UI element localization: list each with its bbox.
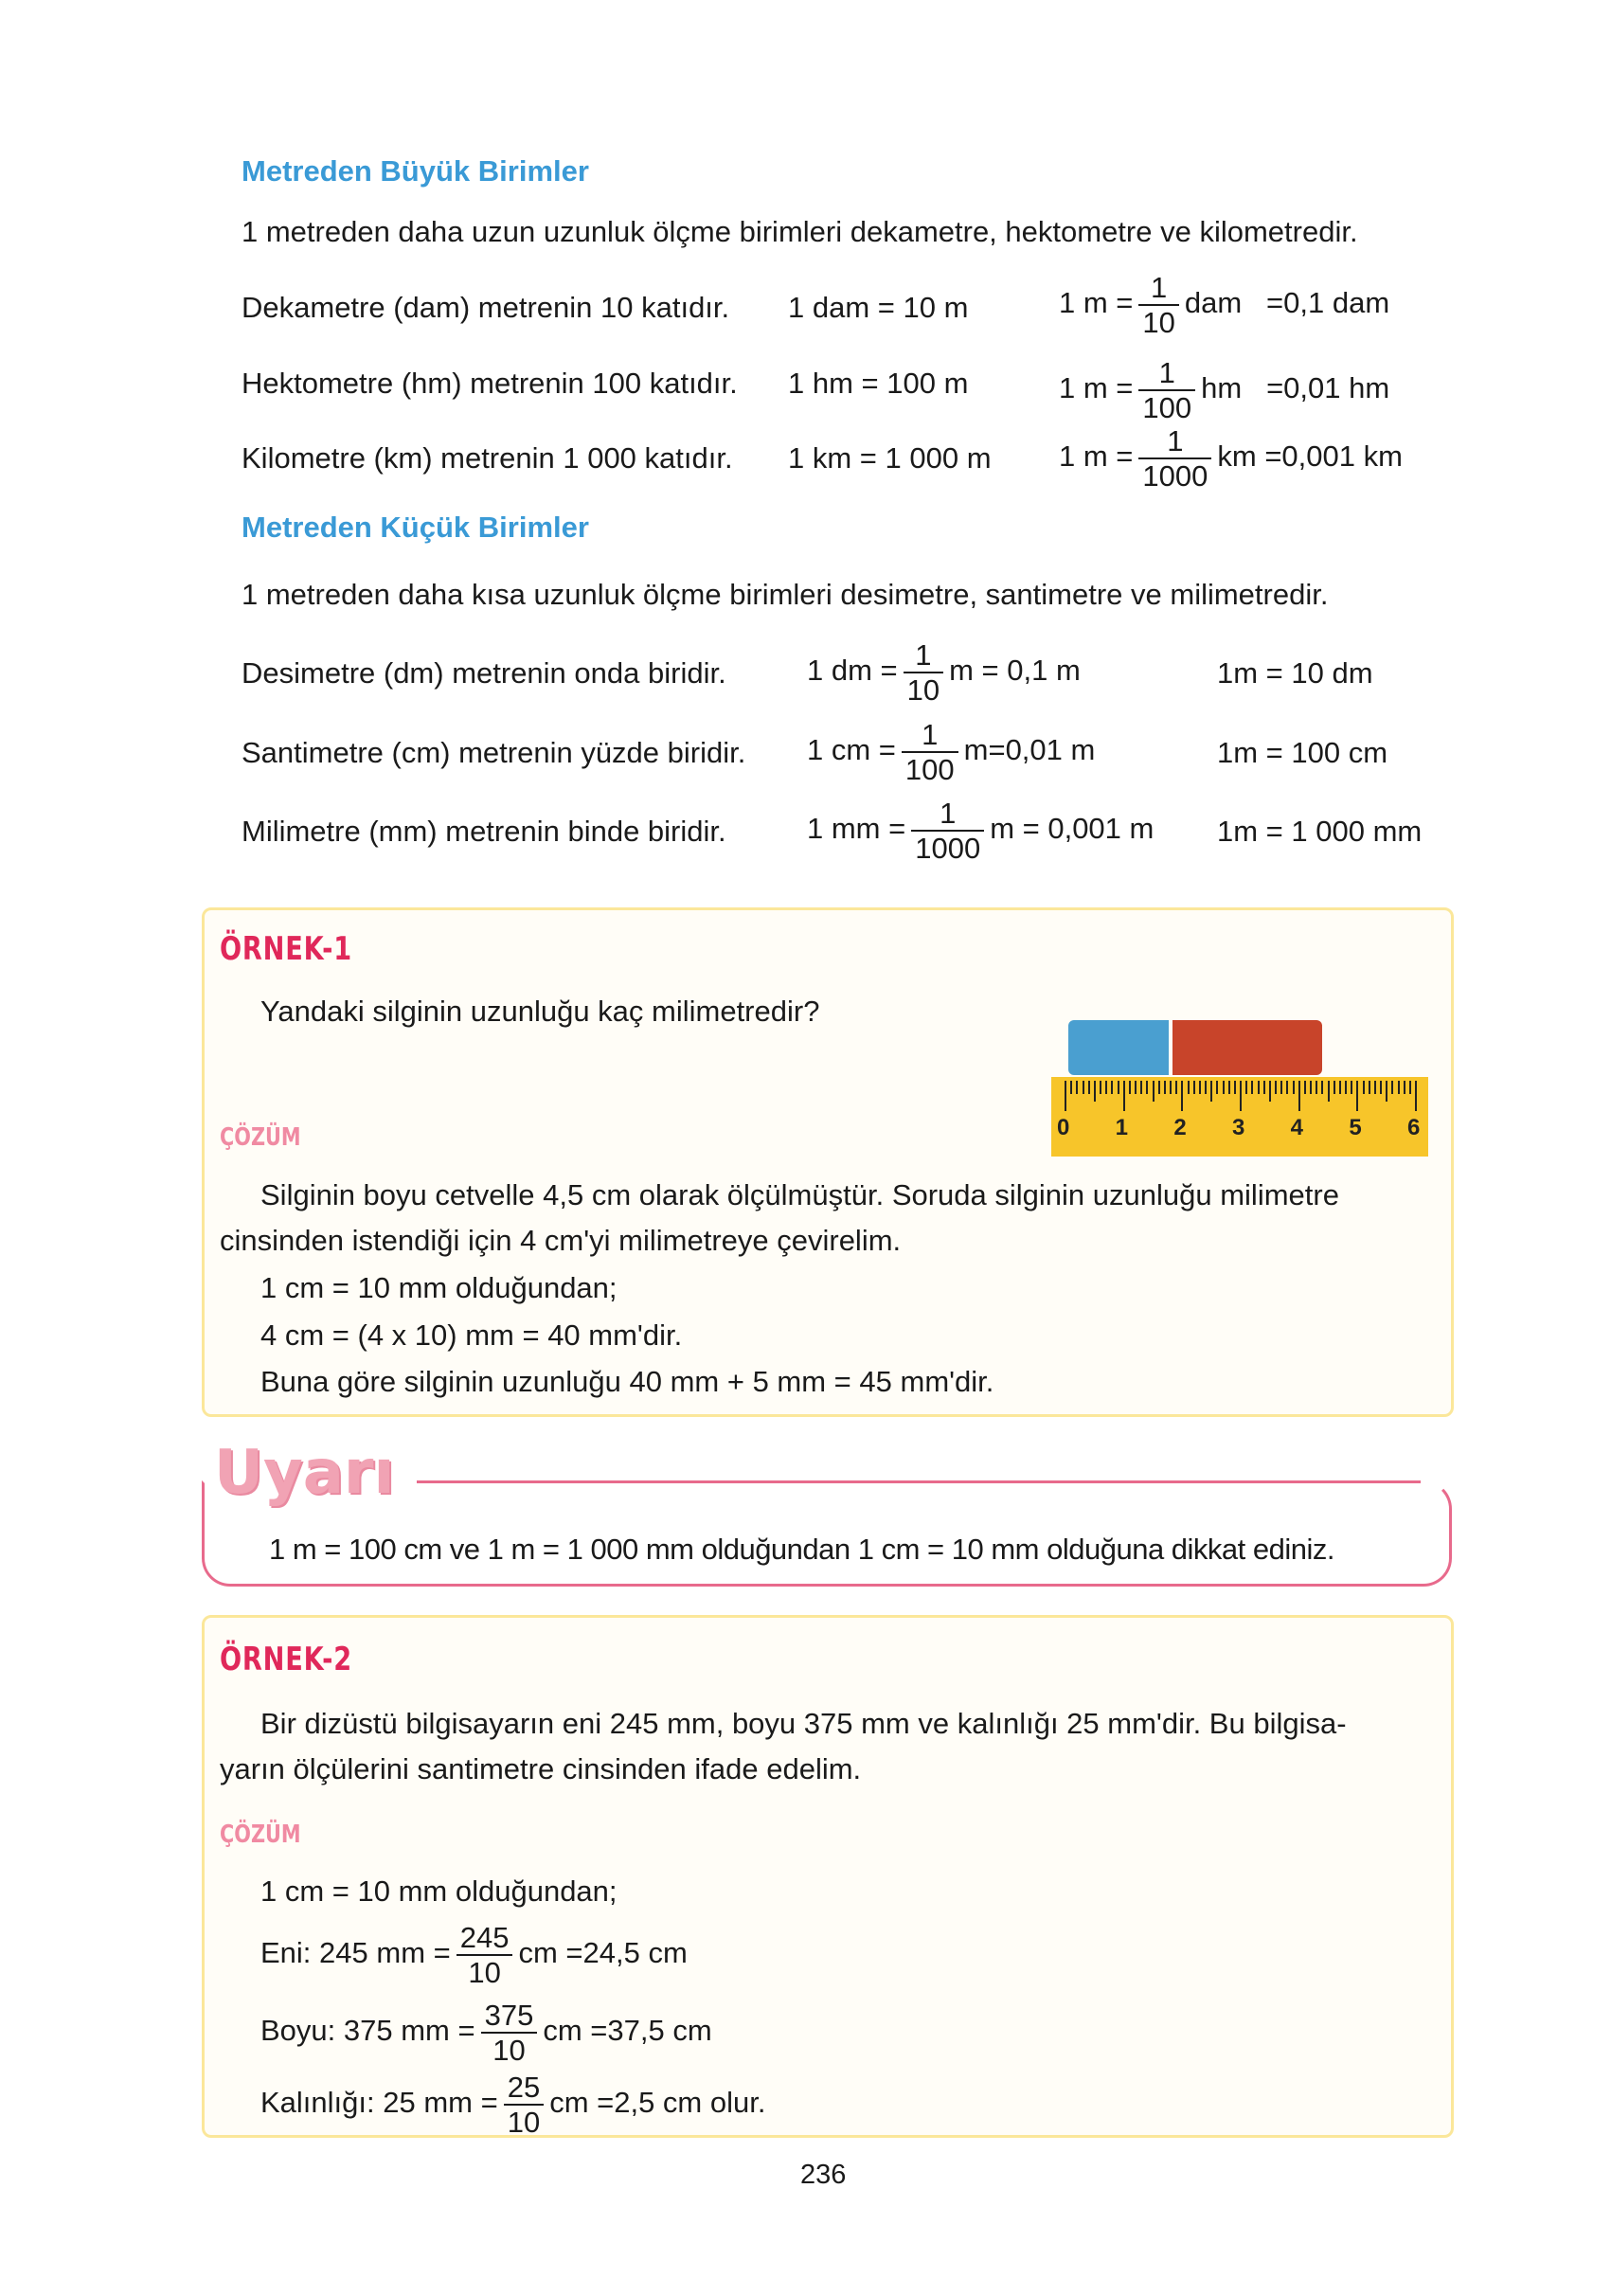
ruler-tick xyxy=(1170,1081,1172,1094)
ruler-tick xyxy=(1234,1081,1236,1094)
ruler-tick xyxy=(1334,1081,1335,1094)
ruler-number: 3 xyxy=(1232,1115,1245,1140)
ruler-tick xyxy=(1181,1081,1183,1111)
eraser-red-part xyxy=(1172,1020,1322,1075)
ruler-tick xyxy=(1321,1081,1323,1094)
warning-text: 1 m = 100 cm ve 1 m = 1 000 mm olduğundan 1 cm = 10 mm olduğuna dikkat ediniz. xyxy=(269,1533,1334,1566)
ruler-tick xyxy=(1380,1081,1382,1094)
hektometre-desc: Hektometre (hm) metrenin 100 katıdır. xyxy=(242,367,738,400)
ruler-number: 0 xyxy=(1057,1115,1070,1140)
santimetre-desc: Santimetre (cm) metrenin yüzde biridir. xyxy=(242,736,746,769)
ruler-tick xyxy=(1310,1081,1312,1094)
example-1-line: 1 cm = 10 mm olduğundan; xyxy=(260,1271,618,1304)
ruler-tick xyxy=(1118,1081,1119,1094)
example-2-width: Eni: 245 mm = $\frac{245}{10}$ cm =24,5 cm xyxy=(260,1921,688,1989)
ruler-number: 2 xyxy=(1173,1115,1187,1140)
kilometre-desc: Kilometre (km) metrenin 1 000 katıdır. xyxy=(242,441,733,475)
ruler-tick xyxy=(1245,1081,1247,1094)
ruler-tick xyxy=(1199,1081,1201,1094)
ruler-tick xyxy=(1228,1081,1230,1094)
desimetre-alt: 1m = 10 dm xyxy=(1217,656,1373,690)
ruler-number: 5 xyxy=(1349,1115,1362,1140)
ruler-tick xyxy=(1094,1081,1096,1102)
ruler-tick xyxy=(1153,1081,1155,1102)
ruler-tick xyxy=(1164,1081,1166,1094)
ruler-tick xyxy=(1251,1081,1253,1094)
ruler-tick xyxy=(1100,1081,1101,1094)
ruler-tick xyxy=(1374,1081,1376,1094)
ruler xyxy=(1051,1077,1428,1157)
ruler-tick xyxy=(1258,1081,1260,1094)
ruler-tick xyxy=(1129,1081,1131,1094)
ruler-tick xyxy=(1175,1081,1177,1094)
ruler-tick xyxy=(1146,1081,1148,1094)
example-1-label: ÖRNEK-1 xyxy=(220,930,352,968)
ruler-tick xyxy=(1275,1081,1277,1094)
ruler-tick xyxy=(1328,1081,1330,1102)
ruler-tick xyxy=(1210,1081,1212,1102)
ruler-number: 6 xyxy=(1407,1115,1421,1140)
dekametre-desc: Dekametre (dam) metrenin 10 katıdır. xyxy=(242,291,730,324)
example-1-solution-label: ÇÖZÜM xyxy=(220,1123,301,1152)
santimetre-conv: 1 cm = $\frac{1}{100}$ m=0,01 m xyxy=(807,718,1096,786)
example-1-line: Buna göre silginin uzunluğu 40 mm + 5 mm = 45 mm'dir. xyxy=(260,1365,994,1398)
ruler-tick xyxy=(1205,1081,1207,1094)
kilometre-eq: 1 km = 1 000 m xyxy=(788,441,992,475)
hektometre-conv: 1 m = $\frac{1}{100}$ hm =0,01 hm xyxy=(1059,356,1390,424)
ruler-tick xyxy=(1386,1081,1387,1102)
warning-label: Uyarı xyxy=(214,1438,395,1508)
eraser-blue-part xyxy=(1068,1020,1169,1075)
milimetre-desc: Milimetre (mm) metrenin binde biridir. xyxy=(242,815,726,848)
example-2-line: Bir dizüstü bilgisayarın eni 245 mm, boyu 375 mm ve kalınlığı 25 mm'dir. Bu bilgisa- xyxy=(260,1707,1347,1740)
example-2-solution-label: ÇÖZÜM xyxy=(220,1821,301,1849)
ruler-tick xyxy=(1135,1081,1137,1094)
milimetre-conv: 1 mm = $\frac{1}{1000}$ m = 0,001 m xyxy=(807,797,1155,865)
ruler-tick xyxy=(1123,1081,1125,1111)
ruler-tick xyxy=(1339,1081,1341,1094)
section-title-big-units: Metreden Büyük Birimler xyxy=(242,154,589,188)
example-1-line: cinsinden istendiği için 4 cm'yi milimetreye çevirelim. xyxy=(220,1224,902,1257)
ruler-tick xyxy=(1193,1081,1195,1094)
ruler-tick xyxy=(1409,1081,1411,1094)
desimetre-desc: Desimetre (dm) metrenin onda biridir. xyxy=(242,656,726,690)
milimetre-alt: 1m = 1 000 mm xyxy=(1217,815,1423,848)
ruler-tick xyxy=(1065,1081,1066,1111)
ruler-tick xyxy=(1088,1081,1090,1094)
ruler-tick xyxy=(1216,1081,1218,1094)
ruler-tick xyxy=(1286,1081,1288,1094)
example-2-label: ÖRNEK-2 xyxy=(220,1641,352,1678)
ruler-tick xyxy=(1263,1081,1265,1094)
ruler-number: 4 xyxy=(1290,1115,1304,1140)
example-1-line: 4 cm = (4 x 10) mm = 40 mm'dir. xyxy=(260,1318,683,1352)
ruler-tick xyxy=(1240,1081,1242,1111)
ruler-tick xyxy=(1140,1081,1142,1094)
ruler-tick xyxy=(1369,1081,1370,1094)
dekametre-conv: 1 m = $\frac{1}{10}$ dam =0,1 dam xyxy=(1059,271,1390,339)
ruler-tick xyxy=(1111,1081,1113,1094)
ruler-tick xyxy=(1363,1081,1365,1094)
santimetre-alt: 1m = 100 cm xyxy=(1217,736,1388,769)
ruler-tick xyxy=(1083,1081,1084,1094)
eraser-ruler-illustration xyxy=(1051,1009,1430,1160)
example-2-thickness: Kalınlığı: 25 mm = $\frac{25}{10}$ cm =2,5 cm olur. xyxy=(260,2071,766,2139)
warning-top-line xyxy=(417,1480,1421,1483)
small-units-intro: 1 metreden daha kısa uzunluk ölçme birimleri desimetre, santimetre ve milimetredir. xyxy=(242,578,1329,611)
ruler-tick xyxy=(1223,1081,1225,1094)
ruler-tick xyxy=(1398,1081,1400,1094)
example-2-line: yarın ölçülerini santimetre cinsinden ifade edelim. xyxy=(220,1752,862,1785)
example-2-given: 1 cm = 10 mm olduğundan; xyxy=(260,1874,618,1908)
example-2-length: Boyu: 375 mm = $\frac{375}{10}$ cm =37,5 cm xyxy=(260,1999,712,2067)
ruler-tick xyxy=(1404,1081,1405,1094)
hektometre-eq: 1 hm = 100 m xyxy=(788,367,969,400)
ruler-number: 1 xyxy=(1115,1115,1129,1140)
example-1-line: Silginin boyu cetvelle 4,5 cm olarak ölçülmüştür. Soruda silginin uzunluğu milimetre xyxy=(260,1178,1339,1211)
ruler-tick xyxy=(1269,1081,1271,1102)
kilometre-conv: 1 m = $\frac{1}{1000}$ km =0,001 km xyxy=(1059,424,1403,493)
ruler-tick xyxy=(1345,1081,1347,1094)
page-number: 236 xyxy=(800,2160,847,2190)
ruler-tick xyxy=(1304,1081,1306,1094)
ruler-tick xyxy=(1293,1081,1295,1094)
ruler-tick xyxy=(1316,1081,1317,1094)
desimetre-conv: 1 dm = $\frac{1}{10}$ m = 0,1 m xyxy=(807,638,1081,707)
ruler-tick xyxy=(1105,1081,1107,1094)
ruler-tick xyxy=(1415,1081,1417,1111)
ruler-tick xyxy=(1298,1081,1300,1111)
ruler-tick xyxy=(1158,1081,1160,1094)
ruler-tick xyxy=(1391,1081,1393,1094)
ruler-tick xyxy=(1280,1081,1282,1094)
ruler-tick xyxy=(1076,1081,1078,1094)
ruler-tick xyxy=(1351,1081,1352,1094)
big-units-intro: 1 metreden daha uzun uzunluk ölçme birimleri dekametre, hektometre ve kilometredir. xyxy=(242,215,1358,248)
ruler-tick xyxy=(1188,1081,1190,1094)
example-1-question: Yandaki silginin uzunluğu kaç milimetredir? xyxy=(260,995,820,1028)
section-title-small-units: Metreden Küçük Birimler xyxy=(242,511,589,544)
ruler-tick xyxy=(1356,1081,1358,1111)
dekametre-eq: 1 dam = 10 m xyxy=(788,291,969,324)
ruler-tick xyxy=(1070,1081,1072,1094)
